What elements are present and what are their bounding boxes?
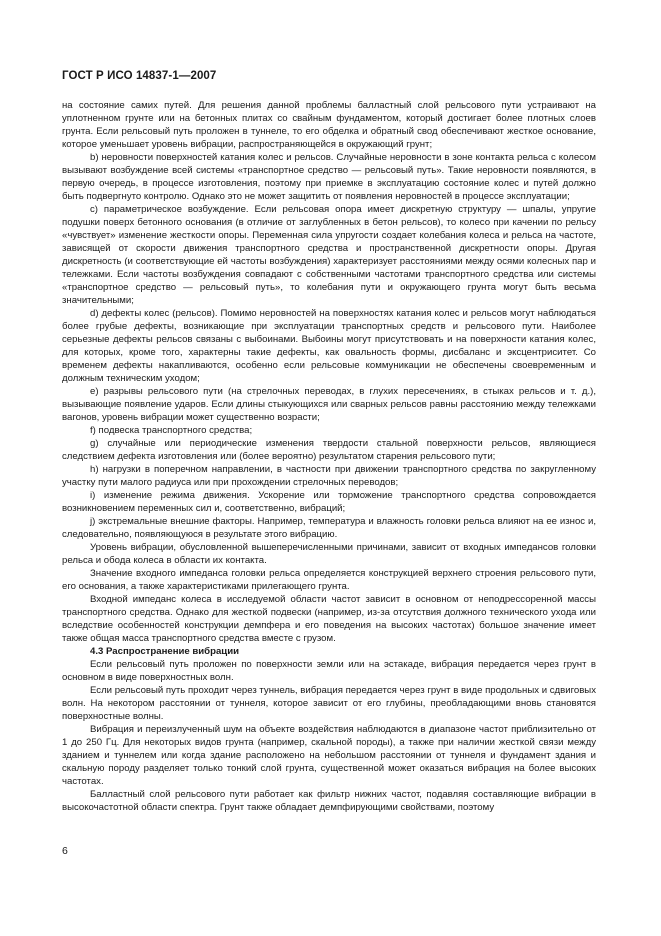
page-number: 6 xyxy=(62,845,68,857)
paragraph-tunnel-track: Если рельсовый путь проходит через туннель, вибрация передается через грунт в виде продольных и сдвиговых волн. На некотором расстоянии от туннеля, которое зависит от его глубины, преобладающими вновь становятся поверхностные волны. xyxy=(62,685,596,722)
paragraph-item-c: c) параметрическое возбуждение. Если рельсовая опора имеет дискретную структуру — шпалы, упругие подушки поверх бетонного основания (в отличие от заглубленных в бетон рельсов), то колесо при качении по рельсу «чувствует» изменение жесткости опоры. Переменная сила упругости создает колебания колеса и рельса на частоте, зависящей от скорости движения транспортного средства и пространственной дискретности опоры. Другая дискретность (и соответствующие ей частоты возбуждения) характеризует расстояниями между осями колесных пар и тележками. Если частоты возбуждения совпадают с собственными частотами транспортного средства или системы «транспортное средство — рельсовый путь», то колебания пути и окружающего грунта могут быть весьма значительными; xyxy=(62,204,596,306)
paragraph-vibration-level: Уровень вибрации, обусловленной вышеперечисленными причинами, зависит от входных импедансов головки рельса и обода колеса в области их контакта. xyxy=(62,542,596,566)
document-code-header: ГОСТ Р ИСО 14837-1—2007 xyxy=(62,70,217,82)
paragraph-wheel-impedance: Входной импеданс колеса в исследуемой области частот зависит в основном от неподрессоренной массы транспортного средства. Однако для жесткой подвески (например, из-за отсутствия должного технического ухода или вследствие особенностей конструкции демпфера и его поведения на высоких частотах) большое значение имеет также общая масса транспортного средства вместе с грузом. xyxy=(62,594,596,644)
paragraph-continuation: на состояние самих путей. Для решения данной проблемы балластный слой рельсового пути устраивают на уплотненном грунте или на бетонных плитах со свайным фундаментом, который достигает более плотных слоев грунта. Если рельсовый путь проложен в туннеле, то его обделка и обратный свод обеспечивают жесткое основание, которое уменьшает уровень вибрации, распространяющейся в окружающий грунт; xyxy=(62,100,596,150)
paragraph-ballast-filter: Балластный слой рельсового пути работает как фильтр нижних частот, подавляя составляющие вибрации в высокочастотной области спектра. Грунт также обладает демпфирующими свойствами, поэтому xyxy=(62,789,596,813)
section-heading-4-3: 4.3 Распространение вибрации xyxy=(90,646,239,657)
paragraph-item-d: d) дефекты колес (рельсов). Помимо неровностей на поверхностях катания колес и рельсов могут наблюдаться более грубые дефекты, возникающие при эксплуатации транспортных средств и рельсового пути. Наиболее серьезные дефекты рельсов связаны с выбоинами. Выбоины могут присутствовать и на поверхности катания колес, для которых, кроме того, характерны такие дефекты, как овальность формы, дисбаланс и эксцентриситет. Со временем дефекты накапливаются, особенно если рельсовые коммуникации не обеспечены своевременным и должным техническим уходом; xyxy=(62,308,596,384)
paragraph-item-b: b) неровности поверхностей катания колес и рельсов. Случайные неровности в зоне контакта рельса с колесом вызывают возбуждение всей системы «транспортное средство — рельсовый путь». Такие неровности появляются, в первую очередь, в процессе изготовления, поэтому при приемке в эксплуатацию состояние колес и путей должно быть подвергнуто контролю. Однако это не может защитить от появления неровностей в процессе эксплуатации; xyxy=(62,152,596,202)
paragraph-item-j: j) экстремальные внешние факторы. Например, температура и влажность головки рельса влияют на ее износ и, следовательно, появляющуюся в результате этого вибрацию. xyxy=(62,516,596,540)
paragraph-item-e: e) разрывы рельсового пути (на стрелочных переводах, в глухих пересечениях, в стыках рельсов и т. д.), вызывающие появление ударов. Если длины стыкующихся или сварных рельсов равны расстоянию между тележками вагонов, уровень вибрации может существенно возрасти; xyxy=(62,386,596,423)
paragraph-frequency-range: Вибрация и переизлученный шум на объекте воздействия наблюдаются в диапазоне частот приблизительно от 1 до 250 Гц. Для некоторых видов грунта (например, скальной породы), а также при наличии жесткой связи между зданием и туннелем или когда здание расположено на небольшом расстоянии от туннеля и фундамент здания и скальную породу разделяет только тонкий слой грунта, существенной может оказаться вибрация на более высоких частотах. xyxy=(62,724,596,787)
paragraph-rail-impedance: Значение входного импеданса головки рельса определяется конструкцией верхнего строения рельсового пути, его основания, а также характеристиками прилегающего грунта. xyxy=(62,568,596,592)
paragraph-item-f: f) подвеска транспортного средства; xyxy=(90,425,253,436)
paragraph-item-g: g) случайные или периодические изменения твердости стальной поверхности рельсов, являющиеся следствием дефекта изготовления или (более вероятно) результатом старения рельсового пути; xyxy=(62,438,596,462)
paragraph-item-h: h) нагрузки в поперечном направлении, в частности при движении транспортного средства по закругленному участку пути малого радиуса или при прохождении стрелочных переводов; xyxy=(62,464,596,488)
paragraph-surface-track: Если рельсовый путь проложен по поверхности земли или на эстакаде, вибрация передается через грунт в основном в виде поверхностных волн. xyxy=(62,659,596,683)
paragraph-item-i: i) изменение режима движения. Ускорение или торможение транспортного средства сопровождается возникновением переменных сил и, соответственно, вибраций; xyxy=(62,490,596,514)
document-body xyxy=(62,99,596,814)
